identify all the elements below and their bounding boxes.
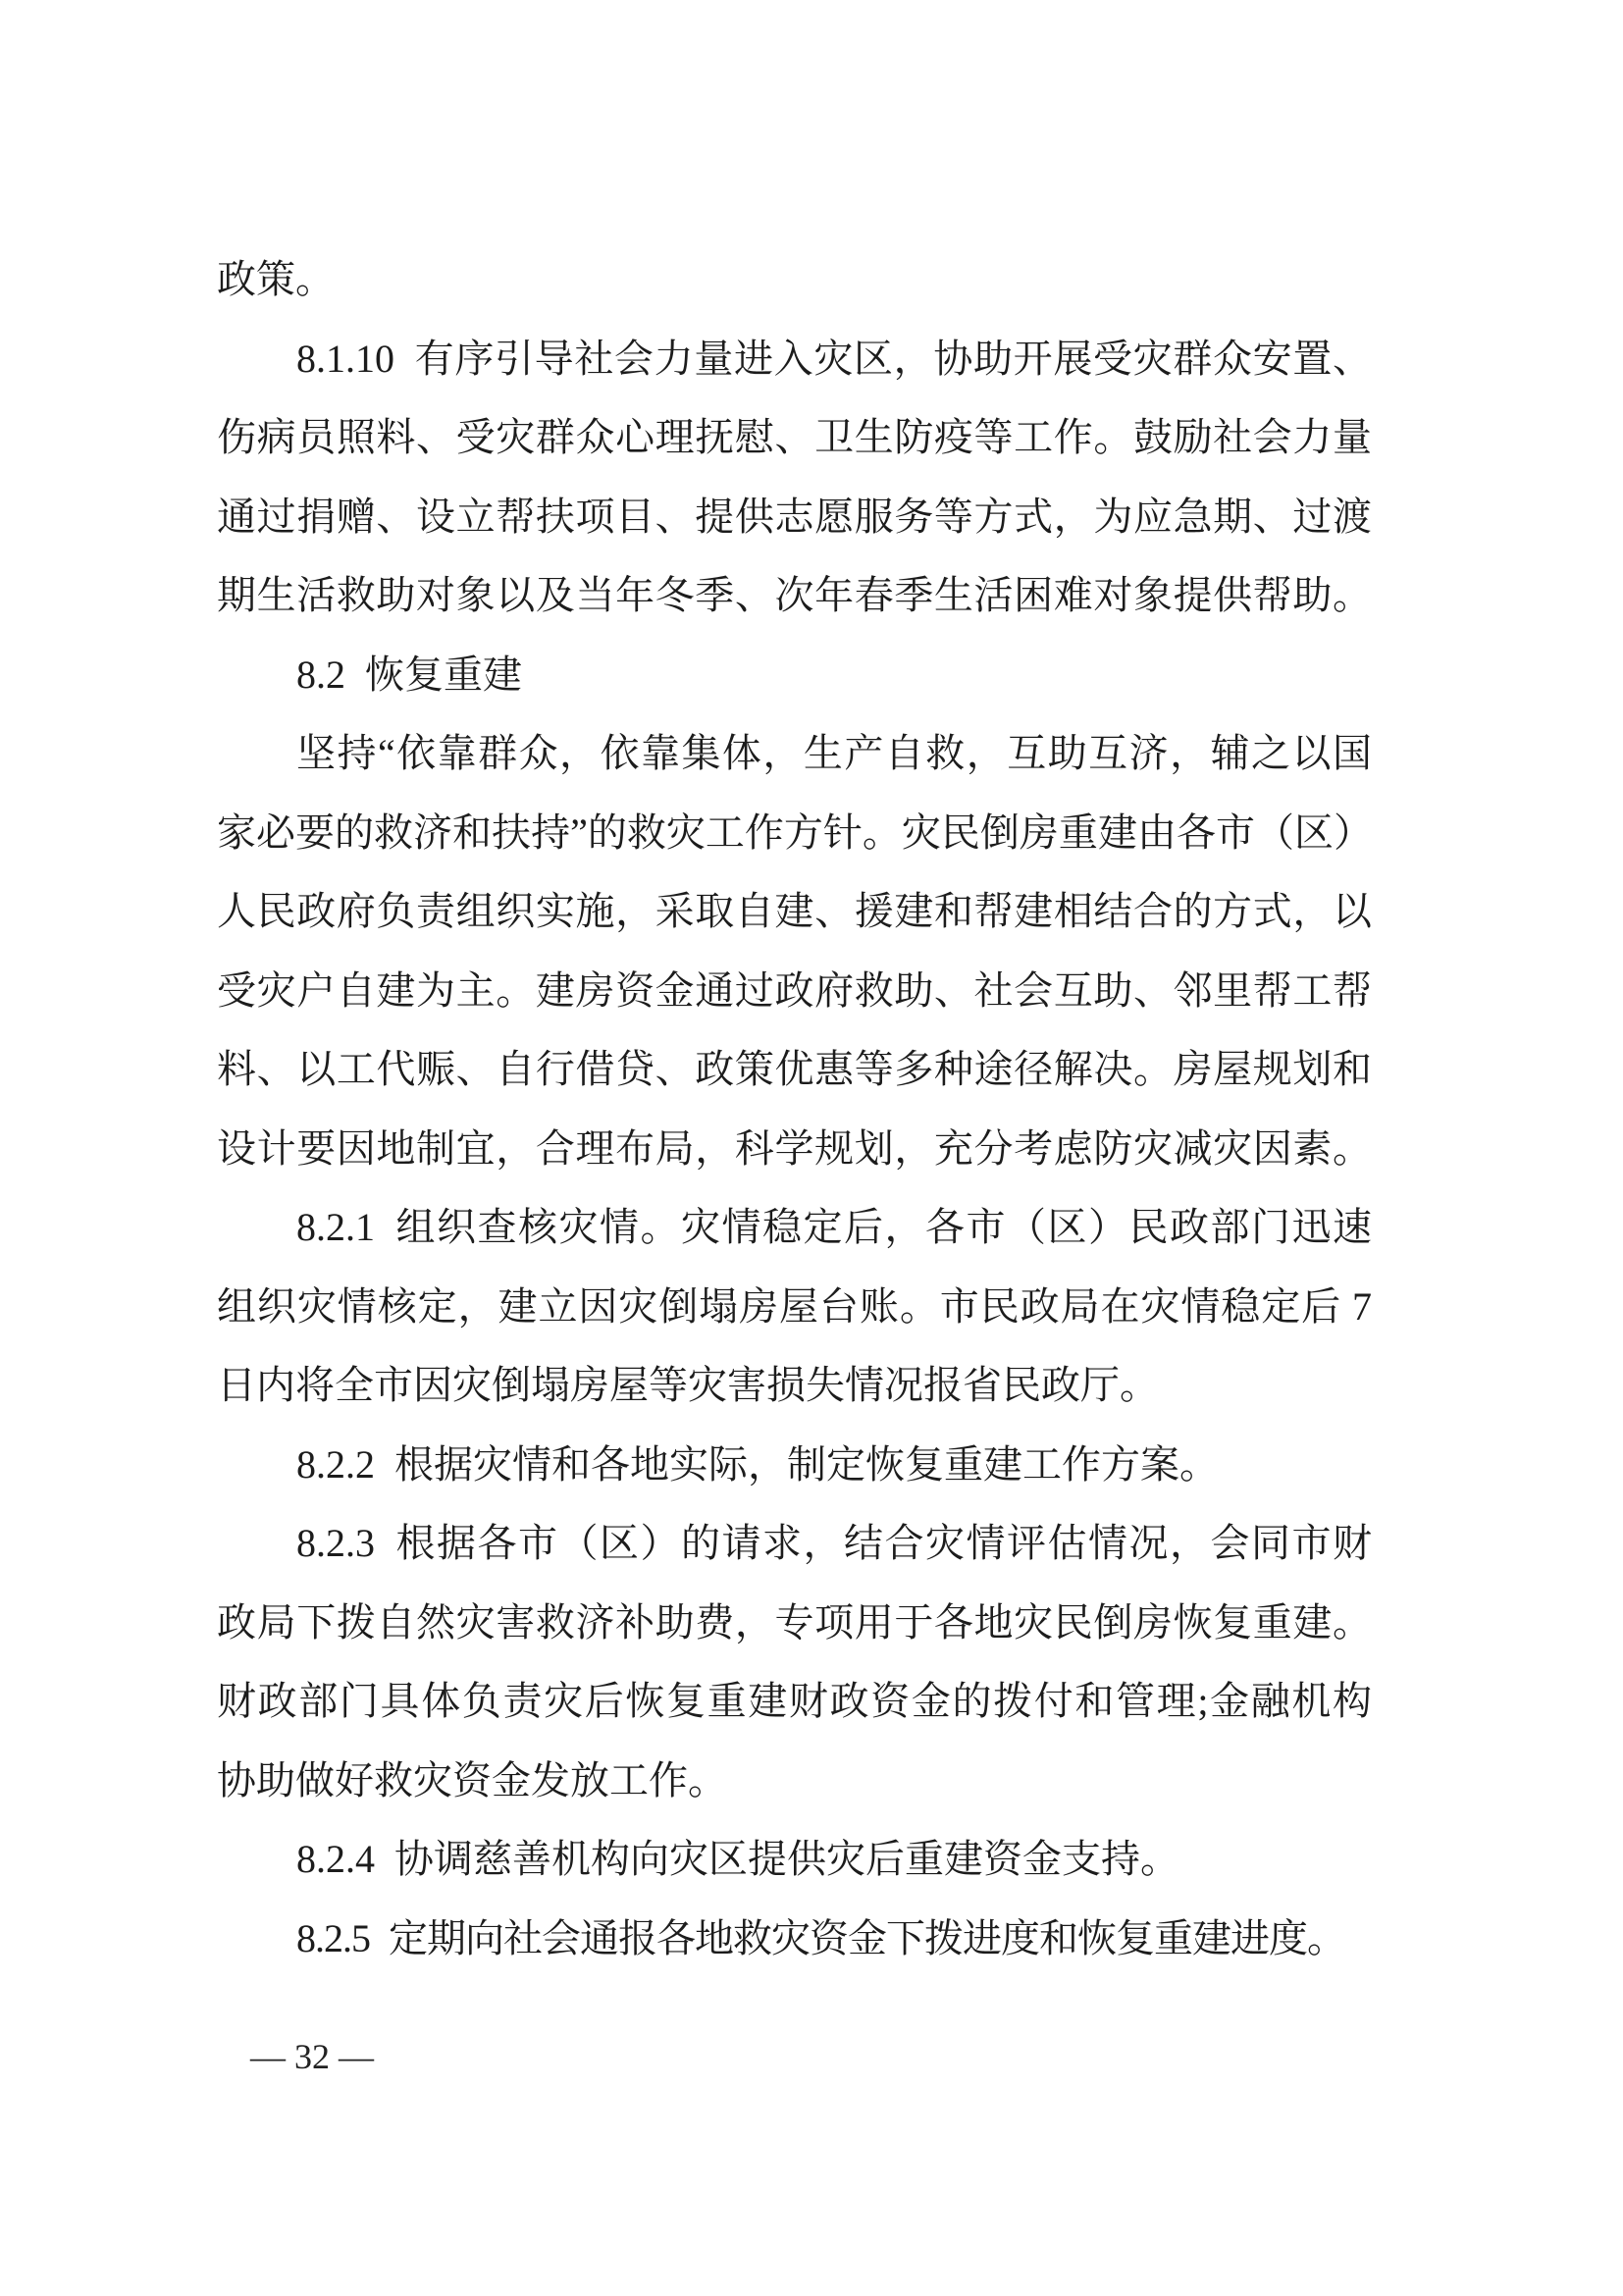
- text-line: 8.2.3 根据各市（区）的请求，结合灾情评估情况，会同市财: [296, 1521, 1372, 1565]
- text-line: 伤病员照料、受灾群众心理抚慰、卫生防疫等工作。鼓励社会力量: [217, 415, 1372, 459]
- text-line: 期生活救助对象以及当年冬季、次年春季生活困难对象提供帮助。: [217, 573, 1372, 617]
- document-body: [217, 240, 1372, 1978]
- text-line: 通过捐赠、设立帮扶项目、提供志愿服务等方式，为应急期、过渡: [217, 494, 1372, 539]
- text-line: 政策。: [217, 257, 335, 301]
- text-line: 坚持“依靠群众，依靠集体，生产自救，互助互济，辅之以国: [296, 731, 1372, 775]
- text-line: 8.2.1 组织查核灾情。灾情稳定后，各市（区）民政部门迅速: [296, 1205, 1372, 1249]
- text-line: 协助做好救灾资金发放工作。: [217, 1757, 727, 1802]
- text-line: 8.2.5 定期向社会通报各地救灾资金下拨进度和恢复重建进度。: [296, 1915, 1345, 1960]
- text-line: 8.2.2 根据灾情和各地实际，制定恢复重建工作方案。: [296, 1441, 1219, 1487]
- text-line: 设计要因地制宜，合理布局，科学规划，充分考虑防灾减灾因素。: [217, 1125, 1372, 1171]
- section-heading: 8.2 恢复重建: [296, 652, 522, 697]
- text-line: 8.2.4 协调慈善机构向灾区提供灾后重建资金支持。: [296, 1837, 1179, 1881]
- text-line: 政局下拨自然灾害救济补助费，专项用于各地灾民倒房恢复重建。: [217, 1599, 1372, 1644]
- text-line: 日内将全市因灾倒塌房屋等灾害损失情况报省民政厅。: [217, 1363, 1159, 1407]
- page-number: — 32 —: [250, 2037, 374, 2076]
- text-line: 受灾户自建为主。建房资金通过政府救助、社会互助、邻里帮工帮: [217, 967, 1372, 1013]
- text-line: 人民政府负责组织实施，采取自建、援建和帮建相结合的方式，以: [217, 889, 1372, 933]
- text-line: 组织灾情核定，建立因灾倒塌房屋台账。市民政局在灾情稳定后 7: [217, 1283, 1372, 1329]
- text-line: 料、以工代赈、自行借贷、政策优惠等多种途径解决。房屋规划和: [217, 1047, 1372, 1091]
- text-line: 财政部门具体负责灾后恢复重建财政资金的拨付和管理;金融机构: [217, 1679, 1372, 1723]
- text-line: 8.1.10 有序引导社会力量进入灾区，协助开展受灾群众安置、: [296, 336, 1372, 381]
- text-line: 家必要的救济和扶持”的救灾工作方针。灾民倒房重建由各市（区）: [217, 809, 1372, 855]
